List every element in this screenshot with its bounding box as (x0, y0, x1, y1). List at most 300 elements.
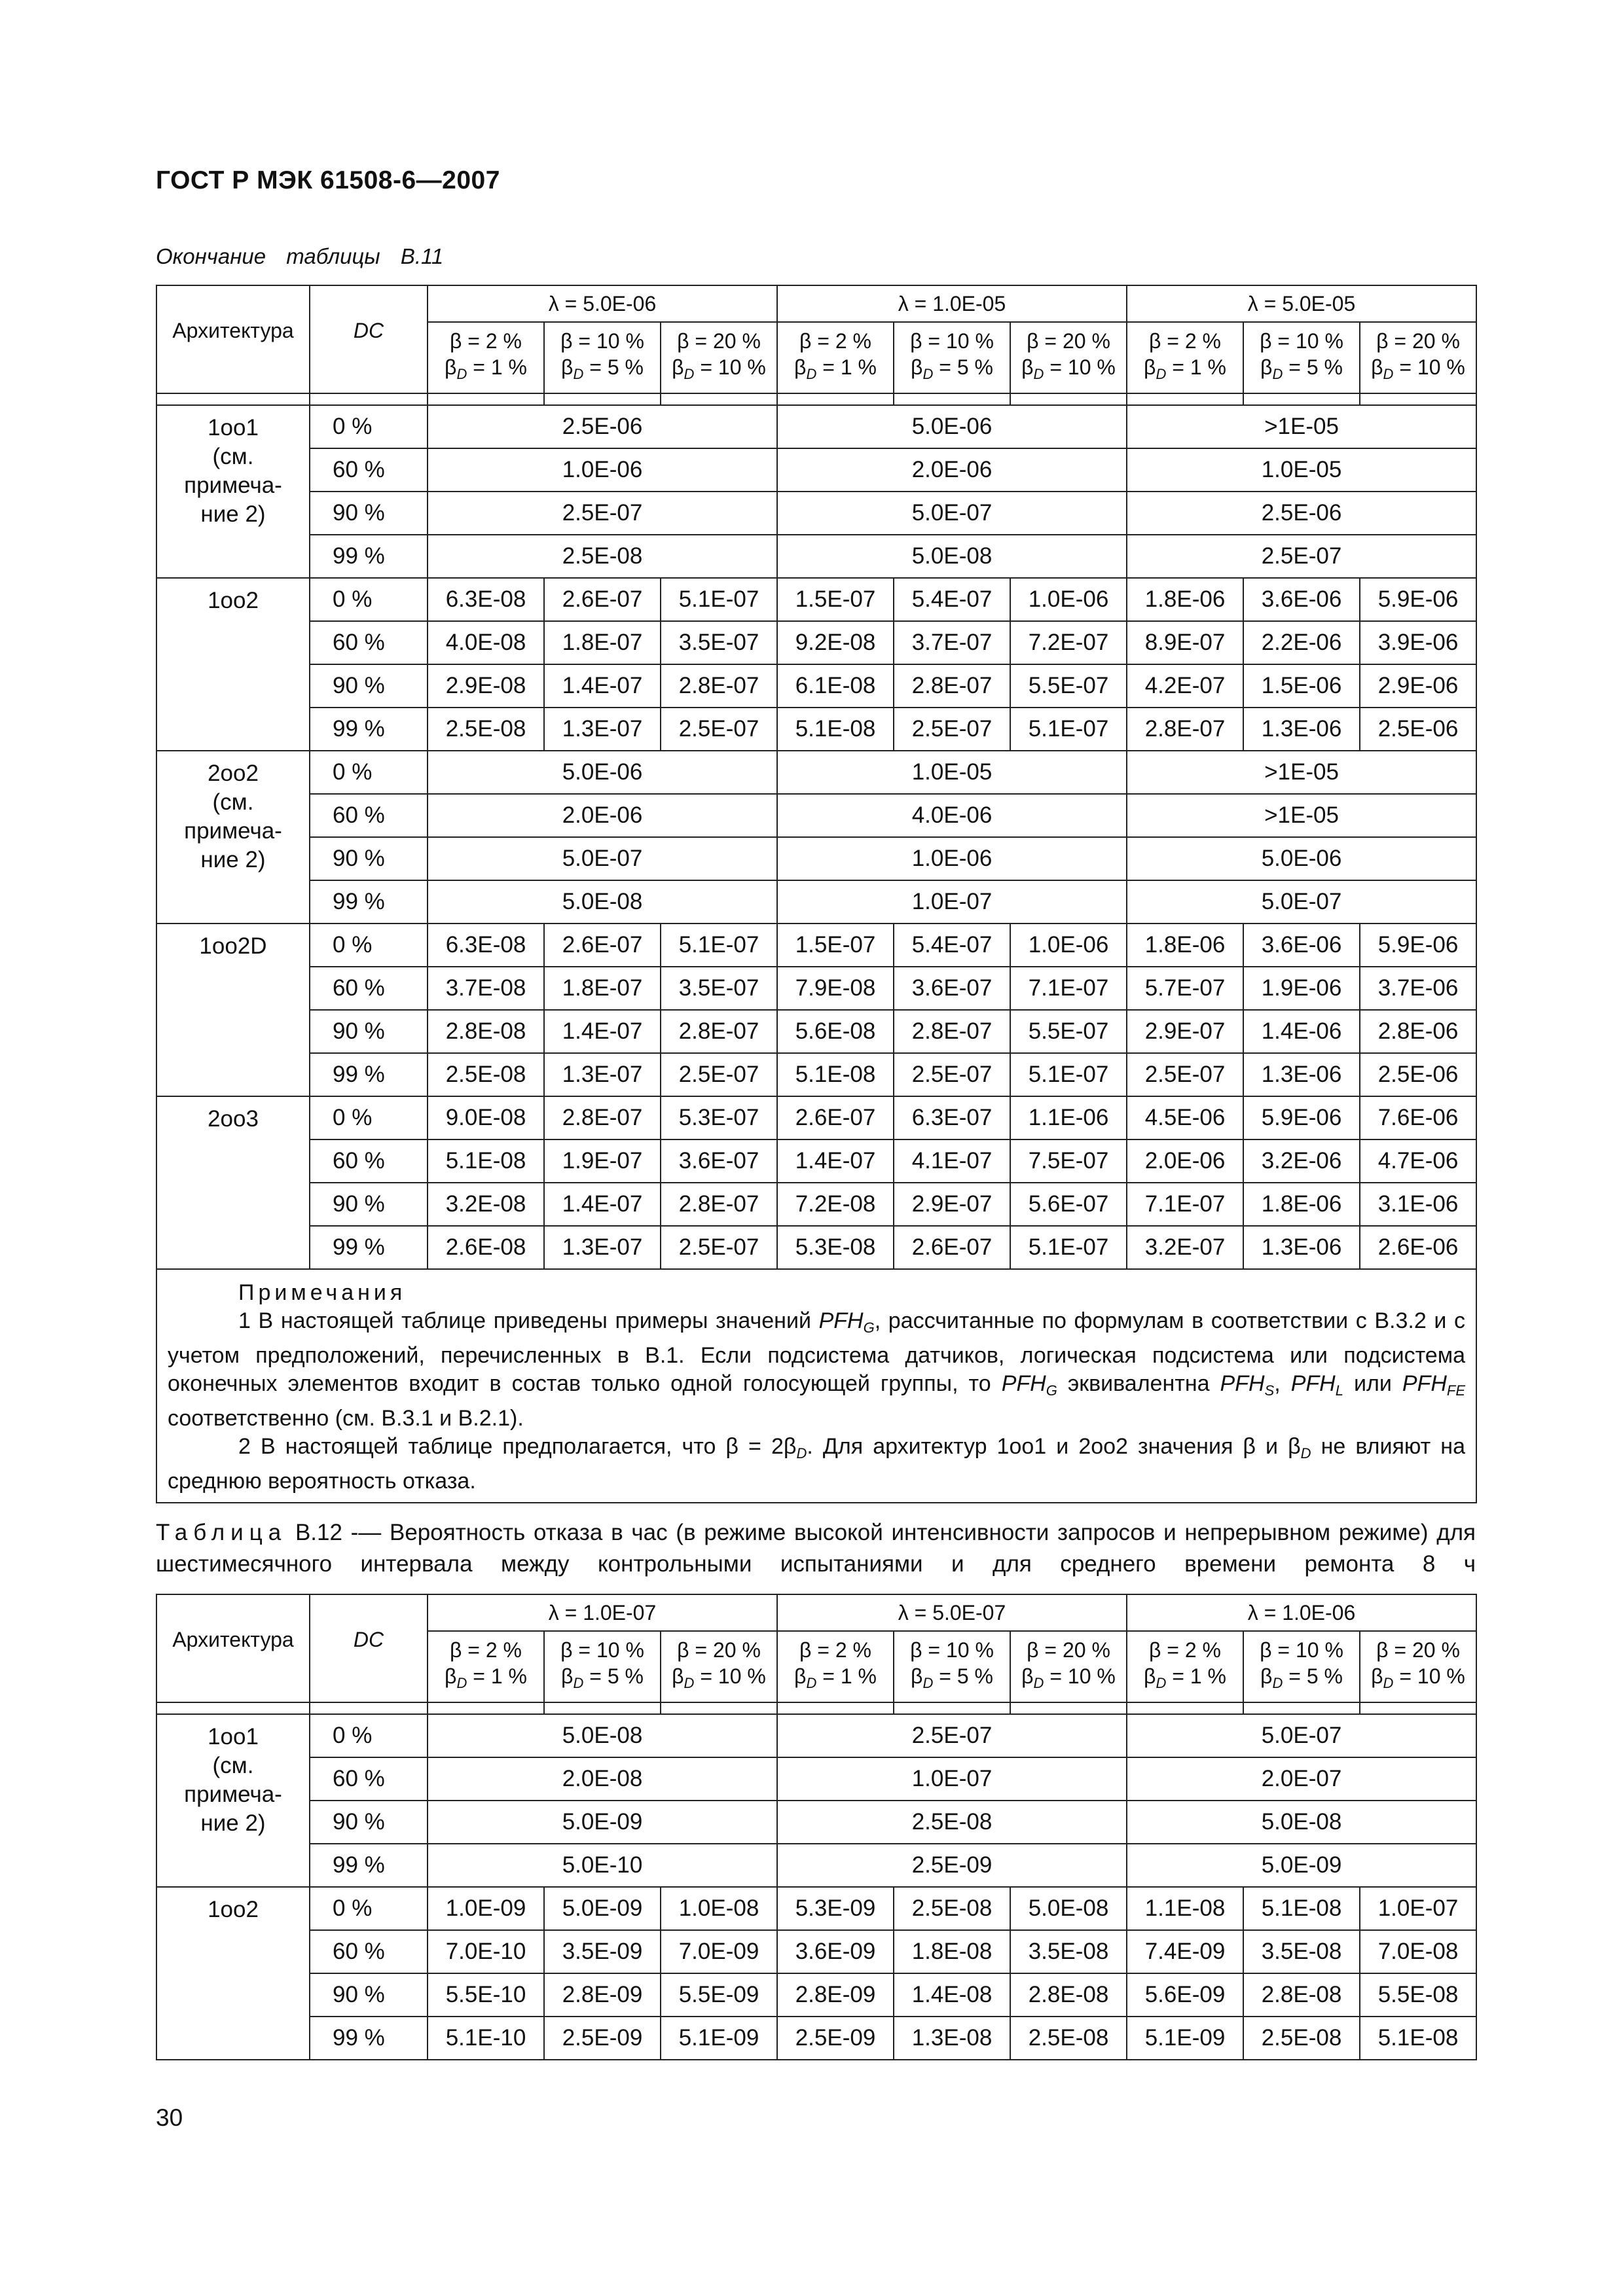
value-cell (1127, 1226, 1243, 1269)
value-cell (894, 1053, 1010, 1096)
value-cell (661, 967, 777, 1010)
value-cell (544, 1930, 661, 1973)
value-cell (428, 1053, 544, 1096)
notes-title (168, 1279, 1465, 1307)
value-cell (1243, 664, 1360, 708)
dc-value: 99 % (333, 716, 385, 742)
value-cell (428, 664, 544, 708)
value-text: 1.0E-07 (911, 1766, 993, 1791)
table-row (156, 794, 1476, 837)
value-text: 2.5E-06 (562, 414, 643, 439)
betad-value: = 5 % (1283, 1664, 1343, 1688)
value-text: 5.1E-09 (1144, 2025, 1226, 2051)
value-text: 7.2E-08 (795, 1191, 876, 1217)
value-cell (428, 405, 777, 448)
value-text: 5.1E-07 (1028, 1062, 1109, 1087)
header-beta (1243, 1631, 1360, 1702)
architecture-label: примеча- (184, 1782, 282, 1807)
value-cell (428, 924, 544, 967)
dc-cell (310, 405, 428, 448)
header-separator (156, 1702, 1476, 1714)
value-text: 3.7E-08 (445, 975, 526, 1001)
value-cell (428, 1887, 544, 1930)
header-lambda (428, 285, 777, 322)
dc-cell (310, 448, 428, 492)
betad-value: = 10 % (1393, 1664, 1465, 1688)
value-text: 1.0E-07 (1377, 1895, 1459, 1921)
value-text: 7.2E-07 (1028, 630, 1109, 655)
table-row (156, 1973, 1476, 2017)
value-cell (544, 621, 661, 664)
value-text: 3.1E-06 (1377, 1191, 1459, 1217)
header-beta (1360, 1631, 1476, 1702)
table-row (156, 1226, 1476, 1269)
value-cell (1010, 1096, 1127, 1139)
value-text: 4.7E-06 (1377, 1148, 1459, 1174)
header-architecture-label: Архитектура (172, 1628, 294, 1651)
value-text: 2.5E-06 (1261, 500, 1342, 526)
betad-symbol: β (672, 355, 684, 379)
value-cell (1010, 1226, 1127, 1269)
table-row (156, 1844, 1476, 1887)
note1-text-b: , рассчитанные по формулам в соответствии с В.3.2 и с учетом предположений, перечисленных в В.1. Если подсистема датчиков, логическая подсистема или подсистема оконечных элементов входит в состав только одной голосующей группы, то (168, 1308, 1465, 1396)
value-cell (428, 1183, 544, 1226)
table-row (156, 621, 1476, 664)
separator-cell (894, 393, 1010, 405)
value-cell (894, 621, 1010, 664)
value-cell (1010, 1053, 1127, 1096)
value-text: 1.1E-08 (1144, 1895, 1226, 1921)
betad-subscript: D (684, 1675, 695, 1691)
value-text: 3.6E-07 (678, 1148, 759, 1174)
betad-symbol: β (1144, 1664, 1156, 1688)
value-cell (1010, 1183, 1127, 1226)
header-beta (661, 322, 777, 393)
value-cell (1010, 1930, 1127, 1973)
value-cell (1127, 448, 1476, 492)
value-cell (777, 1010, 894, 1053)
notes-cell (156, 1269, 1476, 1503)
value-text: 5.0E-09 (1261, 1852, 1342, 1878)
value-cell (428, 967, 544, 1010)
separator-cell (1360, 393, 1476, 405)
value-text: 1.4E-06 (1261, 1018, 1342, 1044)
value-cell (1010, 924, 1127, 967)
value-text: 2.8E-07 (678, 673, 759, 698)
separator-cell (1243, 393, 1360, 405)
betad-symbol: β (445, 1664, 457, 1688)
value-text: 6.3E-07 (911, 1105, 993, 1130)
value-text: 9.0E-08 (445, 1105, 526, 1130)
beta-label: β = 20 % (1376, 329, 1460, 353)
value-cell (661, 708, 777, 751)
caption-word1: Окончание (156, 244, 266, 268)
value-text: 1.4E-07 (562, 673, 643, 698)
value-cell (1010, 1887, 1127, 1930)
header-beta (1010, 1631, 1127, 1702)
value-text: 2.9E-06 (1377, 673, 1459, 698)
value-text: 5.1E-08 (1261, 1895, 1342, 1921)
value-cell (544, 578, 661, 621)
betad-subscript: D (1156, 366, 1167, 382)
value-cell (1127, 708, 1243, 751)
value-text: 5.5E-09 (678, 1982, 759, 2007)
dc-cell (310, 1183, 428, 1226)
value-cell (1243, 1010, 1360, 1053)
value-cell (1010, 2017, 1127, 2060)
value-text: 2.0E-07 (1261, 1766, 1342, 1791)
value-text: 5.3E-08 (795, 1234, 876, 1260)
value-text: >1E-05 (1264, 802, 1339, 828)
value-cell (894, 1183, 1010, 1226)
value-text: 2.0E-06 (562, 802, 643, 828)
value-text: 3.7E-07 (911, 630, 993, 655)
header-lambda (1127, 1594, 1476, 1631)
pfh-symbol: PFH (818, 1308, 864, 1333)
value-cell (661, 2017, 777, 2060)
value-cell (428, 837, 777, 880)
value-text: 1.3E-07 (562, 1062, 643, 1087)
value-cell (428, 621, 544, 664)
value-cell (1127, 1973, 1243, 2017)
value-cell (1360, 1053, 1476, 1096)
value-cell (1010, 1139, 1127, 1183)
value-cell (777, 1053, 894, 1096)
value-text: 2.8E-06 (1377, 1018, 1459, 1044)
betad-symbol: β (561, 1664, 574, 1688)
header-beta (894, 322, 1010, 393)
betad-symbol: β (1371, 355, 1383, 379)
betad-symbol: β (1144, 355, 1156, 379)
header-dc-label: DC (353, 319, 384, 342)
note1-text-c: эквивалентна (1057, 1371, 1220, 1396)
value-text: 1.0E-06 (911, 846, 993, 871)
value-cell (428, 751, 777, 794)
value-text: 5.0E-08 (562, 889, 643, 914)
value-text: 2.8E-08 (445, 1018, 526, 1044)
value-cell (1360, 2017, 1476, 2060)
dc-cell (310, 1714, 428, 1757)
value-text: 2.5E-09 (795, 2025, 876, 2051)
value-text: 1.0E-06 (562, 457, 643, 482)
dc-cell (310, 1801, 428, 1844)
betad-value: = 10 % (1044, 1664, 1116, 1688)
value-cell (1360, 924, 1476, 967)
value-text: 2.0E-06 (1144, 1148, 1226, 1174)
value-text: 3.5E-07 (678, 630, 759, 655)
betad-subscript: D (806, 1675, 817, 1691)
value-cell (661, 1226, 777, 1269)
value-text: 2.6E-07 (562, 932, 643, 958)
value-cell (777, 751, 1127, 794)
value-text: 2.9E-07 (911, 1191, 993, 1217)
value-text: 5.0E-07 (1261, 1723, 1342, 1748)
header-separator (156, 393, 1476, 405)
separator-cell (1243, 1702, 1360, 1714)
value-text: 5.0E-09 (562, 1895, 643, 1921)
value-text: 2.5E-09 (562, 2025, 643, 2051)
dc-cell (310, 621, 428, 664)
dc-cell (310, 708, 428, 751)
value-text: 2.6E-07 (562, 586, 643, 612)
value-text: 4.2E-07 (1144, 673, 1226, 698)
separator-cell (1127, 1702, 1243, 1714)
value-text: 1.4E-07 (795, 1148, 876, 1174)
value-text: 1.9E-06 (1261, 975, 1342, 1001)
dc-value: 99 % (333, 543, 385, 569)
architecture-label: (см. (212, 1753, 254, 1778)
betad-value: = 5 % (933, 1664, 993, 1688)
betad-symbol: β (672, 1664, 684, 1688)
or-word: или (1343, 1371, 1402, 1396)
dc-cell (310, 751, 428, 794)
pfh-symbol: PFH (1220, 1371, 1265, 1396)
value-cell (777, 1757, 1127, 1801)
value-cell (1243, 578, 1360, 621)
table-row (156, 535, 1476, 578)
value-text: 5.6E-09 (1144, 1982, 1226, 2007)
value-cell (661, 664, 777, 708)
value-cell (1127, 924, 1243, 967)
value-text: 9.2E-08 (795, 630, 876, 655)
table-b12 (156, 1594, 1477, 2060)
betad-symbol: β (1021, 355, 1034, 379)
value-text: 5.1E-07 (678, 932, 759, 958)
subscript-d: D (1300, 1445, 1311, 1462)
header-lambda-label: λ = 1.0E-06 (1247, 1600, 1356, 1624)
value-text: 5.1E-07 (1028, 1234, 1109, 1260)
value-cell (777, 967, 894, 1010)
value-text: 1.3E-08 (911, 2025, 993, 2051)
value-cell (777, 1183, 894, 1226)
table-row (156, 1096, 1476, 1139)
value-cell (1360, 578, 1476, 621)
dc-cell (310, 664, 428, 708)
betad-value: = 1 % (467, 355, 527, 379)
betad-subscript: D (573, 1675, 584, 1691)
architecture-label: ние 2) (200, 1810, 266, 1836)
value-text: 1.3E-06 (1261, 716, 1342, 742)
value-cell (1360, 708, 1476, 751)
notes-row (156, 1269, 1476, 1503)
separator-cell (310, 393, 428, 405)
value-cell (1243, 1226, 1360, 1269)
value-text: 2.5E-08 (445, 1062, 526, 1087)
betad-symbol: β (911, 355, 923, 379)
value-text: 4.5E-06 (1144, 1105, 1226, 1130)
notes-title-text: Примечания (238, 1280, 407, 1305)
value-text: 2.5E-07 (678, 1234, 759, 1260)
value-cell (1243, 621, 1360, 664)
value-cell (777, 1226, 894, 1269)
betad-subscript: D (1272, 1675, 1283, 1691)
value-text: 1.9E-07 (562, 1148, 643, 1174)
value-cell (1127, 751, 1476, 794)
value-text: 2.8E-08 (1028, 1982, 1109, 2007)
separator-cell (428, 393, 544, 405)
value-cell (428, 1226, 544, 1269)
value-cell (661, 621, 777, 664)
header-row-lambda (156, 1594, 1476, 1631)
value-text: 1.8E-07 (562, 975, 643, 1001)
table-row (156, 837, 1476, 880)
value-text: 7.0E-08 (1377, 1939, 1459, 1964)
value-cell (894, 1096, 1010, 1139)
value-text: 2.6E-08 (445, 1234, 526, 1260)
header-beta (661, 1631, 777, 1702)
value-text: 6.1E-08 (795, 673, 876, 698)
dc-value: 0 % (333, 932, 373, 958)
architecture-cell (156, 1714, 310, 1887)
value-cell (1243, 1183, 1360, 1226)
dc-value: 90 % (333, 1191, 385, 1217)
value-text: 3.5E-08 (1261, 1939, 1342, 1964)
value-cell (894, 1226, 1010, 1269)
beta-label: β = 2 % (449, 1638, 522, 1662)
header-architecture (156, 285, 310, 393)
value-cell (1360, 1226, 1476, 1269)
dc-cell (310, 2017, 428, 2060)
header-lambda (777, 285, 1127, 322)
dc-cell (310, 794, 428, 837)
value-text: 1.3E-07 (562, 1234, 643, 1260)
value-text: 2.6E-07 (911, 1234, 993, 1260)
header-lambda (1127, 285, 1476, 322)
value-text: 2.5E-07 (1144, 1062, 1226, 1087)
beta-label: β = 20 % (1027, 1638, 1110, 1662)
beta-label: β = 10 % (910, 329, 994, 353)
value-text: 1.3E-06 (1261, 1062, 1342, 1087)
dc-value: 60 % (333, 457, 385, 482)
value-text: 5.4E-07 (911, 932, 993, 958)
table-row (156, 448, 1476, 492)
value-text: 5.7E-07 (1144, 975, 1226, 1001)
value-cell (1010, 664, 1127, 708)
value-cell (1127, 1010, 1243, 1053)
value-cell (1010, 621, 1127, 664)
value-cell (1360, 621, 1476, 664)
architecture-cell (156, 405, 310, 578)
value-text: 1.3E-06 (1261, 1234, 1342, 1260)
table-row (156, 2017, 1476, 2060)
value-text: 2.9E-08 (445, 673, 526, 698)
value-cell (894, 967, 1010, 1010)
value-cell (428, 1844, 777, 1887)
betad-subscript: D (573, 366, 584, 382)
value-cell (1360, 1930, 1476, 1973)
value-text: 5.0E-08 (911, 543, 993, 569)
value-text: 2.6E-07 (795, 1105, 876, 1130)
dc-cell (310, 880, 428, 924)
separator-cell (310, 1702, 428, 1714)
pfh-symbol: PFH (1402, 1371, 1447, 1396)
dc-cell (310, 1930, 428, 1973)
value-cell (544, 1053, 661, 1096)
dc-value: 90 % (333, 1809, 385, 1835)
value-text: 3.5E-07 (678, 975, 759, 1001)
value-text: 5.1E-08 (445, 1148, 526, 1174)
dc-value: 90 % (333, 846, 385, 871)
separator: , (1274, 1371, 1291, 1396)
betad-subscript: D (1272, 366, 1283, 382)
value-cell (544, 1226, 661, 1269)
value-cell (544, 1973, 661, 2017)
value-cell (1010, 1010, 1127, 1053)
separator-cell (1127, 393, 1243, 405)
caption2-word: Таблица (156, 1520, 287, 1545)
pfh-symbol: PFH (1290, 1371, 1336, 1396)
value-text: 7.6E-06 (1377, 1105, 1459, 1130)
architecture-cell (156, 1096, 310, 1269)
value-cell (777, 1887, 894, 1930)
value-text: 5.5E-07 (1028, 1018, 1109, 1044)
value-cell (1127, 664, 1243, 708)
value-cell (428, 1757, 777, 1801)
header-lambda-label: λ = 5.0E-06 (548, 291, 657, 315)
value-cell (661, 1183, 777, 1226)
dc-value: 60 % (333, 1148, 385, 1174)
value-cell (428, 1096, 544, 1139)
value-cell (544, 924, 661, 967)
value-cell (1127, 1183, 1243, 1226)
value-cell (661, 578, 777, 621)
value-cell (661, 924, 777, 967)
architecture-cell (156, 578, 310, 751)
dc-value: 90 % (333, 673, 385, 698)
header-architecture (156, 1594, 310, 1702)
value-cell (544, 2017, 661, 2060)
value-cell (1127, 578, 1243, 621)
value-text: 4.0E-06 (911, 802, 993, 828)
value-text: 1.5E-07 (795, 586, 876, 612)
value-cell (1360, 1010, 1476, 1053)
value-cell (1010, 708, 1127, 751)
value-cell (1010, 1973, 1127, 2017)
dc-cell (310, 1887, 428, 1930)
betad-subscript: D (1383, 366, 1394, 382)
header-lambda (777, 1594, 1127, 1631)
separator-cell (544, 393, 661, 405)
page-number: 30 (156, 2104, 183, 2131)
header-beta (777, 1631, 894, 1702)
value-cell (661, 1930, 777, 1973)
architecture-label: примеча- (184, 473, 282, 498)
value-cell (1360, 967, 1476, 1010)
value-text: 1.4E-07 (562, 1191, 643, 1217)
betad-value: = 1 % (1166, 1664, 1226, 1688)
value-text: 2.5E-08 (1028, 2025, 1109, 2051)
value-text: 2.5E-06 (1377, 716, 1459, 742)
value-text: 5.1E-08 (1377, 2025, 1459, 2051)
value-text: 5.5E-07 (1028, 673, 1109, 698)
architecture-label: 1oo2 (208, 588, 259, 613)
architecture-label: (см. (212, 444, 254, 469)
value-text: 5.0E-06 (1261, 846, 1342, 871)
dc-value: 99 % (333, 1234, 385, 1260)
value-text: 2.8E-09 (562, 1982, 643, 2007)
value-text: 5.6E-08 (795, 1018, 876, 1044)
value-text: 3.6E-09 (795, 1939, 876, 1964)
value-cell (1127, 535, 1476, 578)
dc-cell (310, 1010, 428, 1053)
value-cell (777, 1139, 894, 1183)
value-cell (428, 1930, 544, 1973)
value-text: 5.1E-08 (795, 1062, 876, 1087)
value-cell (1010, 578, 1127, 621)
header-beta (1127, 1631, 1243, 1702)
dc-value: 99 % (333, 1062, 385, 1087)
dc-cell (310, 578, 428, 621)
